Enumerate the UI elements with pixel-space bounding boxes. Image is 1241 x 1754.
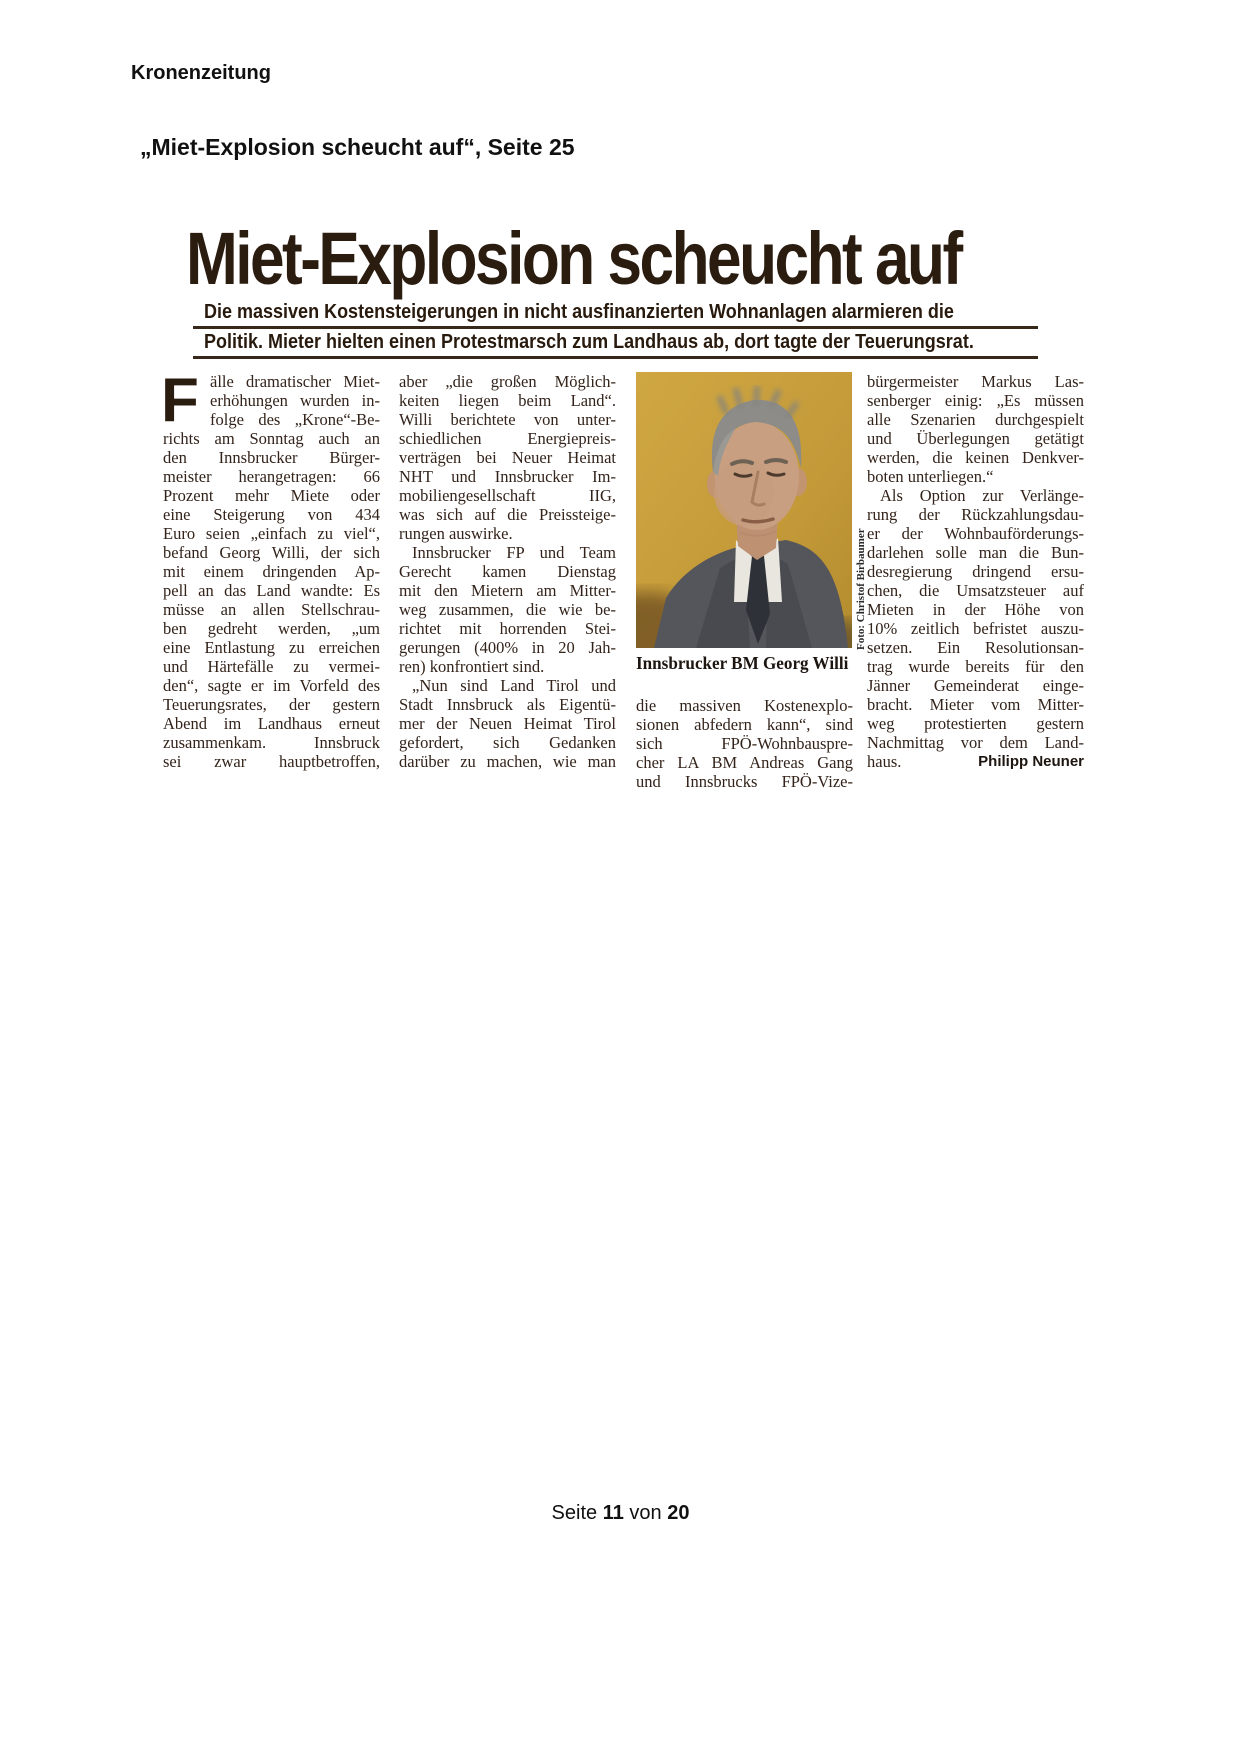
body-line: 10% zeitlich befristet auszu- <box>867 619 1084 638</box>
body-line: Jänner Gemeinderat einge- <box>867 676 1084 695</box>
source-label: Kronenzeitung <box>131 62 271 84</box>
body-line: den Innsbrucker Bürger- <box>163 448 380 467</box>
body-line: ben gedreht werden, „um <box>163 619 380 638</box>
body-line: und Überlegungen getätigt <box>867 429 1084 448</box>
body-line: NHT und Innsbrucker Im- <box>399 467 616 486</box>
body-line: bracht. Mieter vom Mitter- <box>867 695 1084 714</box>
body-line: mit einem dringenden Ap- <box>163 562 380 581</box>
body-line: älle dramatischer Miet- <box>210 372 380 391</box>
body-column-2 <box>399 372 616 771</box>
body-line: sich FPÖ-Wohnbauspre- <box>636 734 853 753</box>
body-line: Innsbrucker FP und Team <box>412 543 616 562</box>
photo-caption: Innsbrucker BM Georg Willi <box>636 653 849 673</box>
author-name: Philipp Neuner <box>978 753 1084 770</box>
body-line: Nachmittag vor dem Land- <box>867 733 1084 752</box>
body-line: gefordert, sich Gedanken <box>399 733 616 752</box>
body-line: Stadt Innsbruck als Eigentü- <box>399 695 616 714</box>
body-line <box>867 752 1084 771</box>
body-column-1 <box>161 366 380 771</box>
body-column-4 <box>867 372 1084 771</box>
divider-rule <box>193 356 1038 359</box>
body-line: Prozent mehr Miete oder <box>163 486 380 505</box>
footer-page-current: 11 <box>602 1502 624 1524</box>
body-line: boten unterliegen.“ <box>867 467 994 486</box>
body-column-3 <box>636 372 867 791</box>
body-line: trag wurde bereits für den <box>867 657 1084 676</box>
body-line: eine Entlastung zu erreichen <box>163 638 380 657</box>
body-line: mobiliengesellschaft IIG, <box>399 486 616 505</box>
footer-page-total: 20 <box>667 1502 690 1524</box>
body-line: richts am Sonntag auch an <box>163 429 380 448</box>
body-line: Willi berichtete von unter- <box>399 410 616 429</box>
body-line: keiten liegen beim Land“. <box>399 391 616 410</box>
article-subheadline-2: Politik. Mieter hielten einen Protestmarsch zum Landhaus ab, dort tagte der Teuerungsrat. <box>204 331 974 353</box>
drop-cap: F <box>161 366 199 435</box>
body-line: weg zusammen, die wie be- <box>399 600 616 619</box>
body-line: alle Szenarien durchgespielt <box>867 410 1084 429</box>
body-line: Mieten in der Höhe von <box>867 600 1084 619</box>
article-headline: Miet-Explosion scheucht auf <box>186 217 961 300</box>
article-subheadline-1: Die massiven Kostensteigerungen in nicht ausfinanzierten Wohnanlagen alarmieren die <box>204 301 954 323</box>
body-line: rungen auswirke. <box>399 524 513 543</box>
body-line: zusammenkam. Innsbruck <box>163 733 380 752</box>
body-line: den“, sagte er im Vorfeld des <box>163 676 380 695</box>
body-line: sionen abfedern kann“, sind <box>636 715 853 734</box>
body-line: bürgermeister Markus Las- <box>867 372 1084 391</box>
body-line: gerungen (400% in 20 Jah- <box>399 638 616 657</box>
body-line: senberger einig: „Es müssen <box>867 391 1084 410</box>
article-body <box>161 366 1088 792</box>
body-line: folge des „Krone“-Be- <box>210 410 380 429</box>
body-line: Gerecht kamen Dienstag <box>399 562 616 581</box>
body-line: meister herangetragen: 66 <box>163 467 380 486</box>
body-line: und Innsbrucks FPÖ-Vize- <box>636 772 853 791</box>
body-line: werden, die keinen Denkver- <box>867 448 1084 467</box>
body-line: richtet mit horrenden Stei- <box>399 619 616 638</box>
body-line: schiedlichen Energiepreis- <box>399 429 616 448</box>
footer-label-prefix: Seite <box>551 1502 598 1524</box>
divider-rule <box>193 326 1038 329</box>
body-line: eine Steigerung von 434 <box>163 505 380 524</box>
body-line: befand Georg Willi, der sich <box>163 543 380 562</box>
body-line: mit den Mietern am Mitter- <box>399 581 616 600</box>
page-footer <box>0 1502 1241 1525</box>
body-line: sei zwar hauptbetroffen, <box>163 752 380 771</box>
body-line: erhöhungen wurden in- <box>210 391 380 410</box>
body-line: was sich auf die Preissteige- <box>399 505 616 524</box>
body-line: Als Option zur Verlänge- <box>880 486 1084 505</box>
body-line: ren) konfrontiert sind. <box>399 657 545 676</box>
body-line: darlehen solle man die Bun- <box>867 543 1084 562</box>
body-line: aber „die großen Möglich- <box>399 372 616 391</box>
footer-label-middle: von <box>629 1502 662 1524</box>
body-line: weg protestierten gestern <box>867 714 1084 733</box>
reference-line: „Miet-Explosion scheucht auf“, Seite 25 <box>140 134 575 160</box>
photo-georg-willi <box>636 372 852 648</box>
body-line: müsse an allen Stellschrau- <box>163 600 380 619</box>
body-line: die massiven Kostenexplo- <box>636 696 853 715</box>
body-line: mer der Neuen Heimat Tirol <box>399 714 616 733</box>
body-line: er der Wohnbauförderungs- <box>867 524 1084 543</box>
body-line: pell an das Land wandte: Es <box>163 581 380 600</box>
body-line: verträgen bei Neuer Heimat <box>399 448 616 467</box>
body-line: rung der Rückzahlungsdau- <box>867 505 1084 524</box>
body-line: Teuerungsrates, der gestern <box>163 695 380 714</box>
body-line: setzen. Ein Resolutionsan- <box>867 638 1084 657</box>
body-line-text: haus. <box>867 752 902 771</box>
photo-credit: Foto: Christof Birbaumer <box>855 528 867 650</box>
body-line: cher LA BM Andreas Gang <box>636 753 853 772</box>
body-line: Euro seien „einfach zu viel“, <box>163 524 380 543</box>
body-line: chen, die Umsatzsteuer auf <box>867 581 1084 600</box>
body-line: und Härtefälle zu vermei- <box>163 657 380 676</box>
body-line: darüber zu machen, wie man <box>399 752 616 771</box>
body-line: desregierung dringend ersu- <box>867 562 1084 581</box>
body-line: Abend im Landhaus erneut <box>163 714 380 733</box>
body-line: „Nun sind Land Tirol und <box>412 676 616 695</box>
